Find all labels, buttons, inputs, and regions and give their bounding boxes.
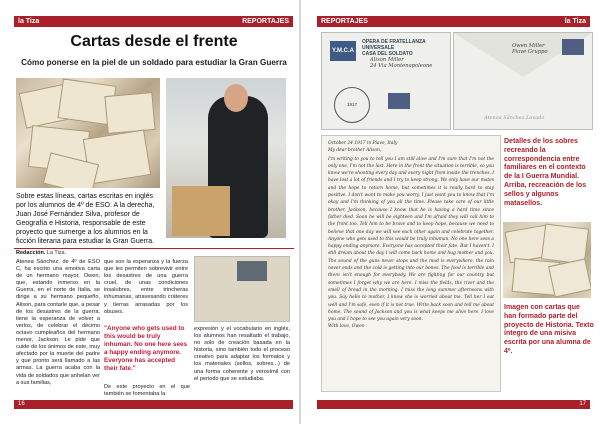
header-section: REPORTAJES: [321, 18, 368, 25]
header-section: REPORTAJES: [242, 18, 289, 25]
letter-closing: With love, Owen: [328, 324, 365, 330]
letters-photo-small: [503, 222, 591, 298]
handwritten-letter: [321, 135, 501, 392]
letter-greeting: My dear brother Alison,: [328, 148, 382, 154]
postage-stamp: [388, 93, 410, 109]
teacher-photo: [166, 78, 286, 238]
letter-date: October 24 1917 in Piave, Italy: [328, 141, 398, 146]
body-column-2-continued: De este proyecto en el que también se fomentaba la: [104, 384, 190, 398]
page-footer: [14, 400, 293, 409]
byline: [16, 250, 66, 256]
envelope-address: [512, 43, 548, 56]
header-magazine: la Tiza: [564, 18, 586, 25]
article-title: Cartas desde el frente: [70, 33, 238, 50]
ymca-logo: Y.M.C.A: [330, 41, 356, 61]
body-column-2: que son la esperanza y la fuerza que les permiten sobrevivir entre los desastres de una guerra cruel, de unas condiciones insalubres, entre trincheras inhumanas, atravesando cráteres y tierras arrasadas por los obuses.: [104, 259, 188, 315]
envelope-address: [370, 57, 432, 70]
postage-stamp: [562, 39, 584, 55]
teacher-head: [224, 84, 248, 112]
envelope-photo: [194, 256, 290, 322]
envelope-heading-line-2: CASA DEL SOLDATO: [362, 51, 413, 57]
envelope-back: [453, 32, 593, 130]
envelope-faint-name: Atenea Sánchez Lavado: [484, 115, 545, 121]
left-page: [0, 0, 299, 424]
address-line-1: Alison Miller: [370, 57, 404, 63]
envelope-heading: [362, 39, 450, 57]
byline-source: La Tiza.: [46, 250, 67, 256]
pull-quote: "Anyone who gets used to this would be truly inhuman. No one here sees a happy ending anymore. Everyone has accepted their fate.": [104, 325, 188, 372]
caption-envelopes: Detalles de los sobres recreando la correspondencia entre familiares en el contexto de la I Guerra Mundial. Arriba, recreación de los sellos y algunos matasellos.: [504, 138, 587, 207]
letter-header: [322, 136, 500, 155]
page-number: 16: [18, 401, 25, 407]
byline-label: Redacción.: [16, 250, 46, 256]
section-divider: [14, 248, 294, 249]
body-column-1: Atenea Sánchez, de 4º de ESO C, ha escrito una emotiva carta de un hermano mayor, Owen, que, estando inmerso en la Guerra, en el norte de Italia, se dirige a su hermano pequeño, Alison, para contarle que, a pesar de los desastres de la guerra, tiene la esperanza de volver a verlos, de celebrar el décimo octavo cumpleaños del hermano menor, Jackson. Le pide que cuide de los ánimos de este, muy afectado por la muerte del padre y que pronto será llamado a las armas. La guerra acaba con la vida de soldados que anhelan ver a sus familias,: [16, 259, 100, 386]
header-magazine: la Tiza: [18, 18, 40, 25]
page-footer: [317, 400, 590, 409]
page-header: [14, 16, 293, 27]
article-subtitle: Cómo ponerse en la piel de un soldado para estudiar la Gran Guerra: [21, 58, 287, 67]
caption-letters: Imagen con cartas que han formado parte del proyecto de Historia. Texto íntegro de una misiva escrita por una alumna de 4º.: [504, 304, 594, 355]
page-header: [317, 16, 590, 27]
letters-photo: [16, 78, 160, 188]
envelope-front: [321, 32, 451, 130]
address-line-2: Piave Gruppo: [512, 49, 548, 56]
cardboard-box: [172, 186, 230, 236]
stamp-image: [237, 261, 267, 281]
postmark: 1917: [334, 87, 370, 123]
address-line-1: Owen Miller: [512, 43, 545, 49]
letter-body: [322, 155, 500, 332]
address-line-2: 24 Via Montenapoleone: [370, 63, 433, 70]
right-page: [301, 0, 600, 424]
page-number: 17: [579, 401, 586, 407]
envelope-heading-line-1: OPERA DE FRATELLANZA UNIVERSALE: [362, 39, 426, 51]
letter-text: I'm writing to you to tell you I am still alive and I'm sure that I'm not the only one, I'm not the last. Here in the front the situation is terrible, so you know we're shooting every day and every night from inside the trenches. I have lost a lot of friends and I try to keep strong. We only have our mates and the hope to return home, but sometimes it is really hard to stay positive. I don't want to make you worry, I just want you to know that I'm okay and I'm thinking of you all the time. Please take care of our little brother, Jackson, because I know that he is having a hard time since father died. Soon he will be eighteen and I'm afraid they will call him to the front too. Tell him to be brave and to keep hope, because we need to believe that one day we will see each other again and celebrate together. Anyone who gets used to this would be truly inhuman. No one here sees a happy ending anymore. Everyone has accepted their fate. But I haven't. I still dream about the day I will come back home and hug mother and you. The sound of the guns never stops and the mud is everywhere, the rain never ends and the cold is getting into our bones. The food is terrible and there isn't enough for everybody. We are fighting for our country but sometimes I forget why we are here. I miss the fields, the river and the smell of bread in the morning. I miss the long summer afternoons with you. Say hello to mother, I know she is worried about me. Tell her I eat well and I'm safe, even if it is not true. Write back soon and tell me about home. The sound of Jackson and you is what keeps me alive here. I love you and I hope to see you again very soon.: [328, 156, 494, 323]
body-column-3: expresión y el vocabulario en inglés, los alumnos han resaltado el trabajo, no solo de creación basada en la historia, sino también todo el proceso creativo para adaptar los formatos y los materiales (sellos, sobres...) de una forma coherente y verosímil con el periodo que se estudiaba.: [194, 326, 290, 382]
photo-caption: Sobre estas líneas, cartas escritas en inglés por los alumnos de 4º de ESO. A la derecha, Juan José Fernández Silva, profesor de Geografía e Historia, responsable de este proyecto que sumerge a los alumnos en la ficción literaria para estudiar la Gran Guerra.: [16, 193, 155, 245]
